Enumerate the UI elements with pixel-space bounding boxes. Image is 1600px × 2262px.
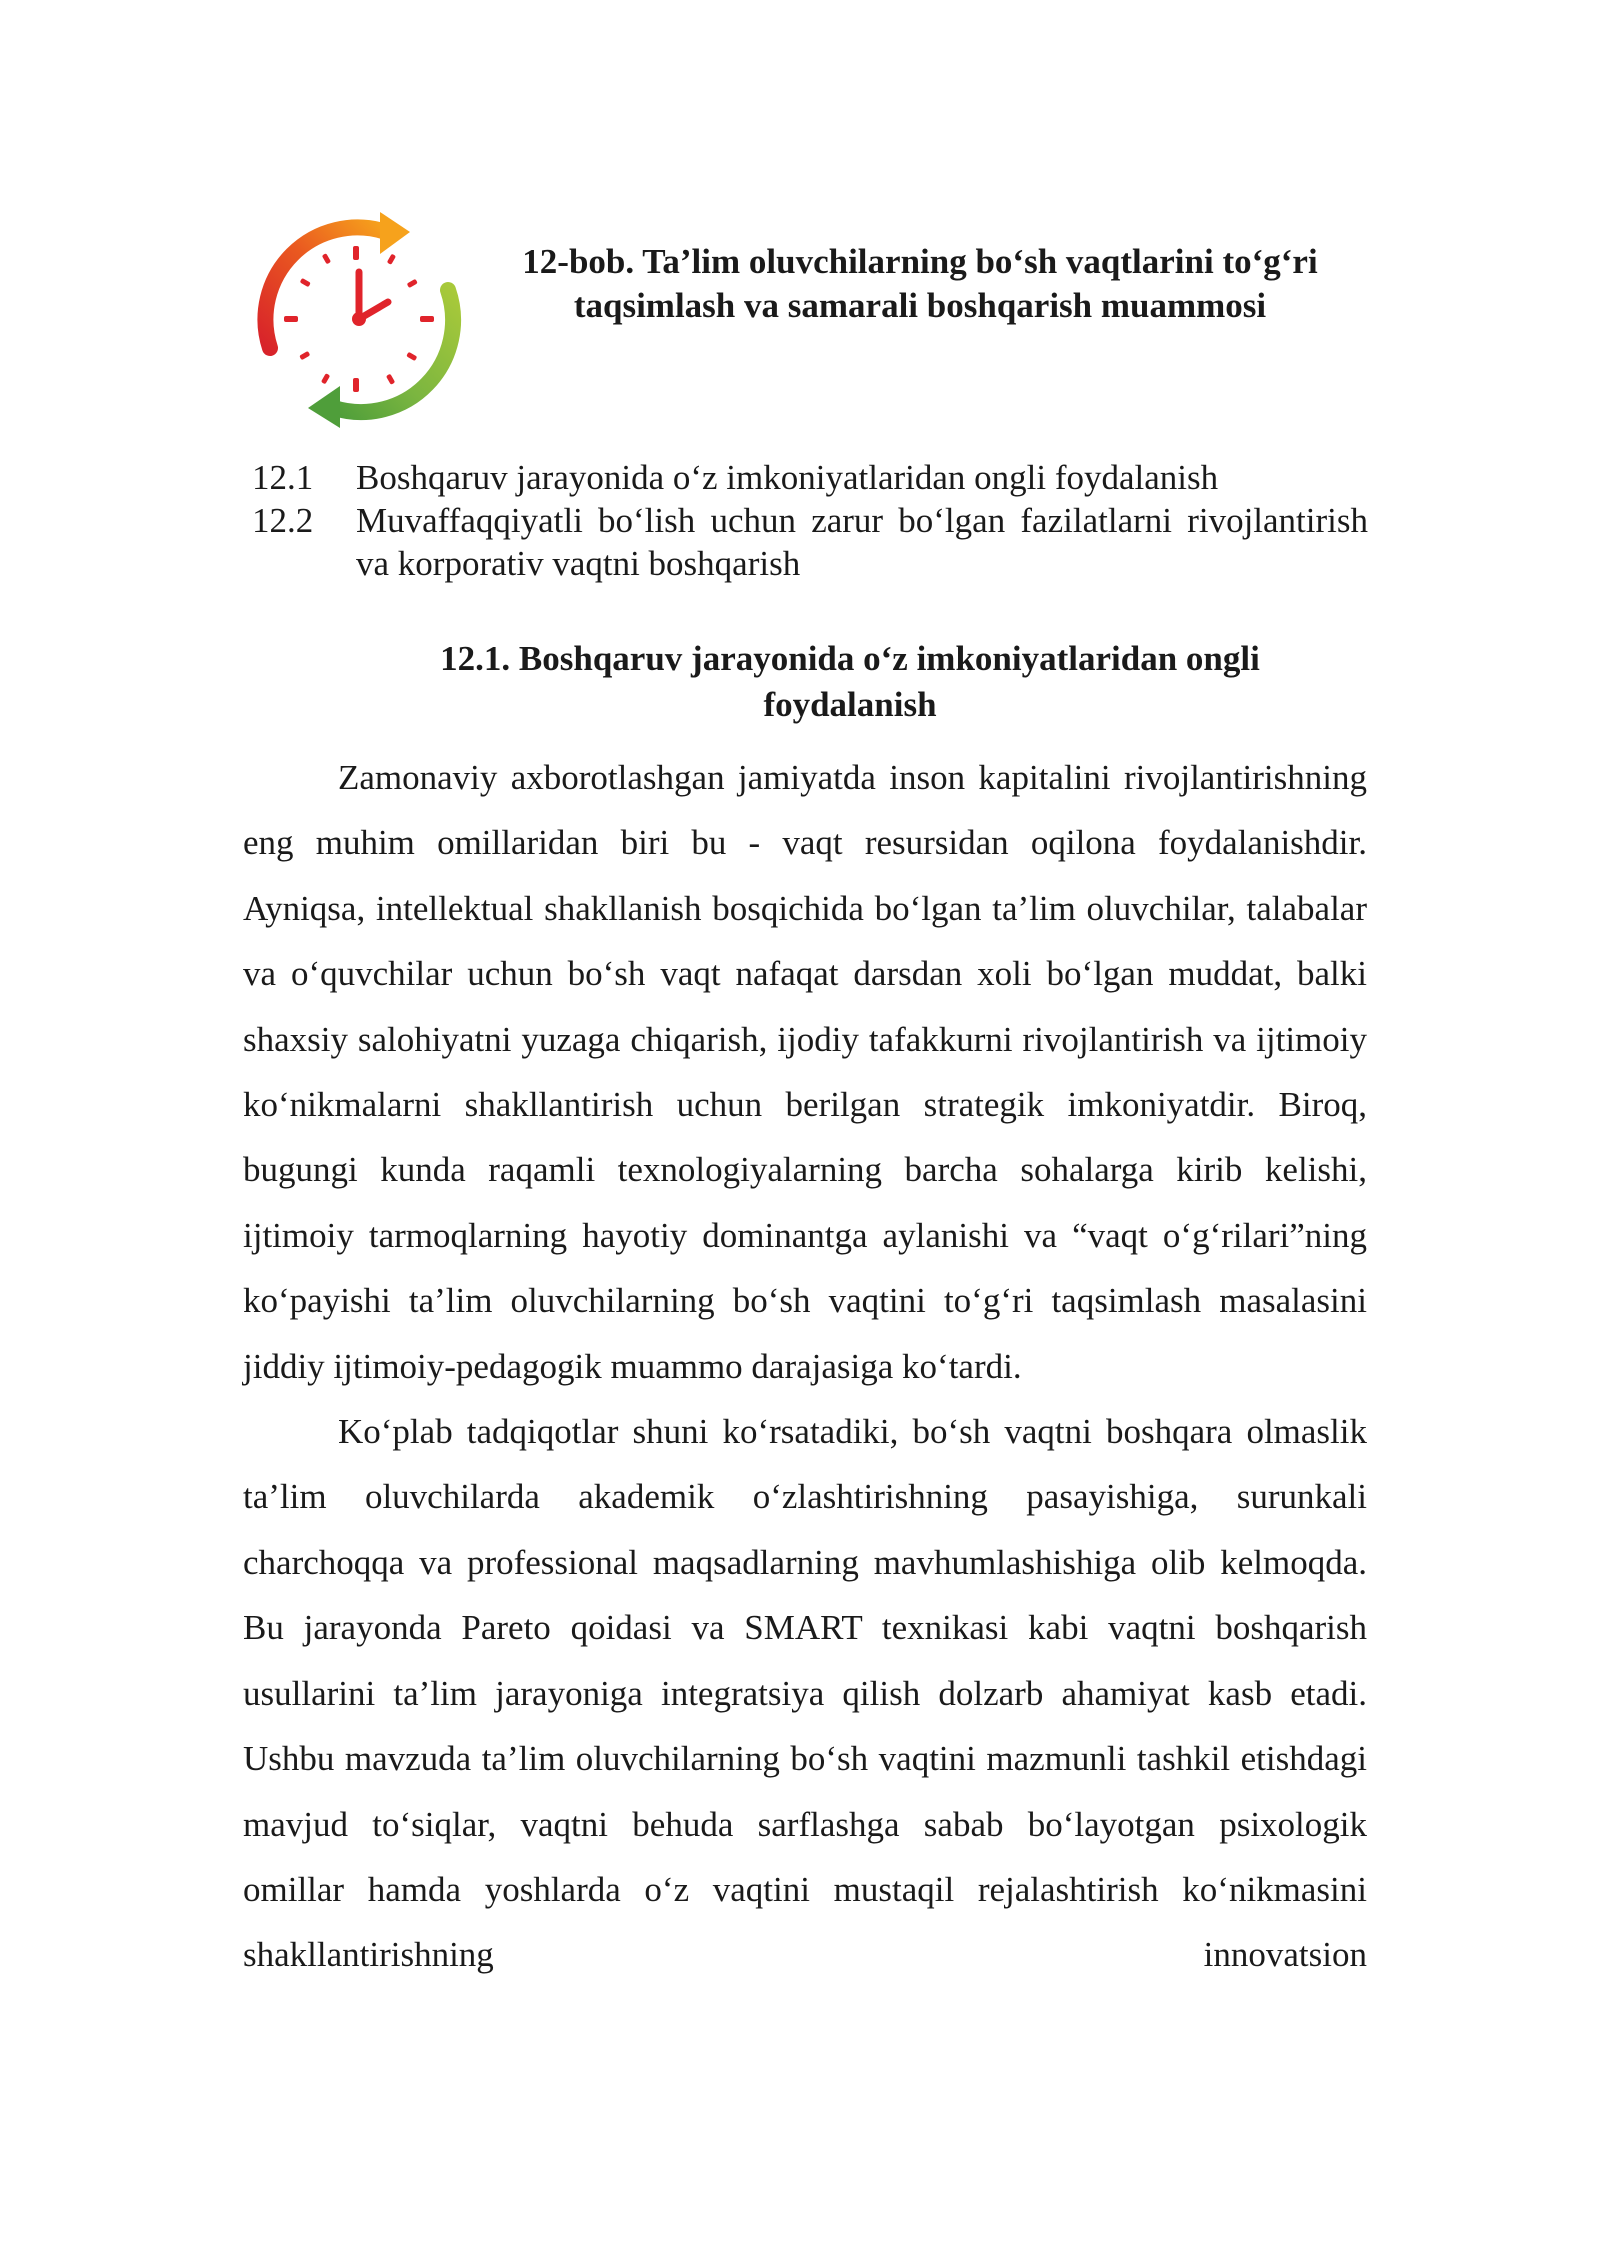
body-text xyxy=(243,745,1367,1988)
toc-item-number: 12.2 xyxy=(252,501,314,540)
toc-item xyxy=(252,456,1368,499)
clock-with-circular-arrows-icon xyxy=(248,208,470,430)
toc-item-number: 12.1 xyxy=(252,458,314,497)
toc-item-text: Boshqaruv jarayonida o‘z imkoniyatlaridan ongli foydalanish xyxy=(356,458,1219,497)
table-of-contents xyxy=(252,456,1368,585)
section-title: 12.1. Boshqaruv jarayonida o‘z imkoniyatlaridan ongli foydalanish xyxy=(440,639,1260,724)
chapter-title: 12-bob. Ta’lim oluvchilarning bo‘sh vaqtlarini to‘g‘ri taqsimlash va samarali boshqarish muammosi xyxy=(522,242,1318,325)
toc-item xyxy=(252,499,1368,585)
paragraph: Zamonaviy axborotlashgan jamiyatda inson kapitalini rivojlantirishning eng muhim omillaridan biri bu - vaqt resursidan oqilona foydalanishdir. Ayniqsa, intellektual shakllanish bosqichida bo‘lgan ta’lim oluvchilar, talabalar va o‘quvchilar uchun bo‘sh vaqt nafaqat darsdan xoli bo‘lgan muddat, balki shaxsiy salohiyatni yuzaga chiqarish, ijodiy tafakkurni rivojlantirish va ijtimoiy ko‘nikmalarni shakllantirish uchun berilgan strategik imkoniyatdir. Biroq, bugungi kunda raqamli texnologiyalarning barcha sohalarga kirib kelishi, ijtimoiy tarmoqlarning hayotiy dominantga aylanishi va “vaqt o‘g‘rilari”ning ko‘payishi ta’lim oluvchilarning bo‘sh vaqtini to‘g‘ri taqsimlash masalasini jiddiy ijtimoiy-pedagogik muammo darajasiga ko‘tardi. xyxy=(243,758,1367,1386)
toc-item-text: Muvaffaqqiyatli bo‘lish uchun zarur bo‘lgan fazilatlarni rivojlantirish va korporativ vaqtni boshqarish xyxy=(356,501,1368,583)
paragraph: Ko‘plab tadqiqotlar shuni ko‘rsatadiki, bo‘sh vaqtni boshqara olmaslik ta’lim oluvchilarda akademik o‘zlashtirishning pasayishiga, surunkali charchoqqa va professional maqsadlarning mavhumlashishiga olib kelmoqda. Bu jarayonda Pareto qoidasi va SMART texnikasi kabi vaqtni boshqarish usullarini ta’lim jarayoniga integratsiya qilish dolzarb ahamiyat kasb etadi. Ushbu mavzuda ta’lim oluvchilarning bo‘sh vaqtini mazmunli tashkil etishdagi mavjud to‘siqlar, vaqtni behuda sarflashga sabab bo‘layotgan psixologik omillar hamda yoshlarda o‘z vaqtini mustaqil rejalashtirish ko‘nikmasini shakllantirishning innovatsion xyxy=(243,1412,1367,1975)
